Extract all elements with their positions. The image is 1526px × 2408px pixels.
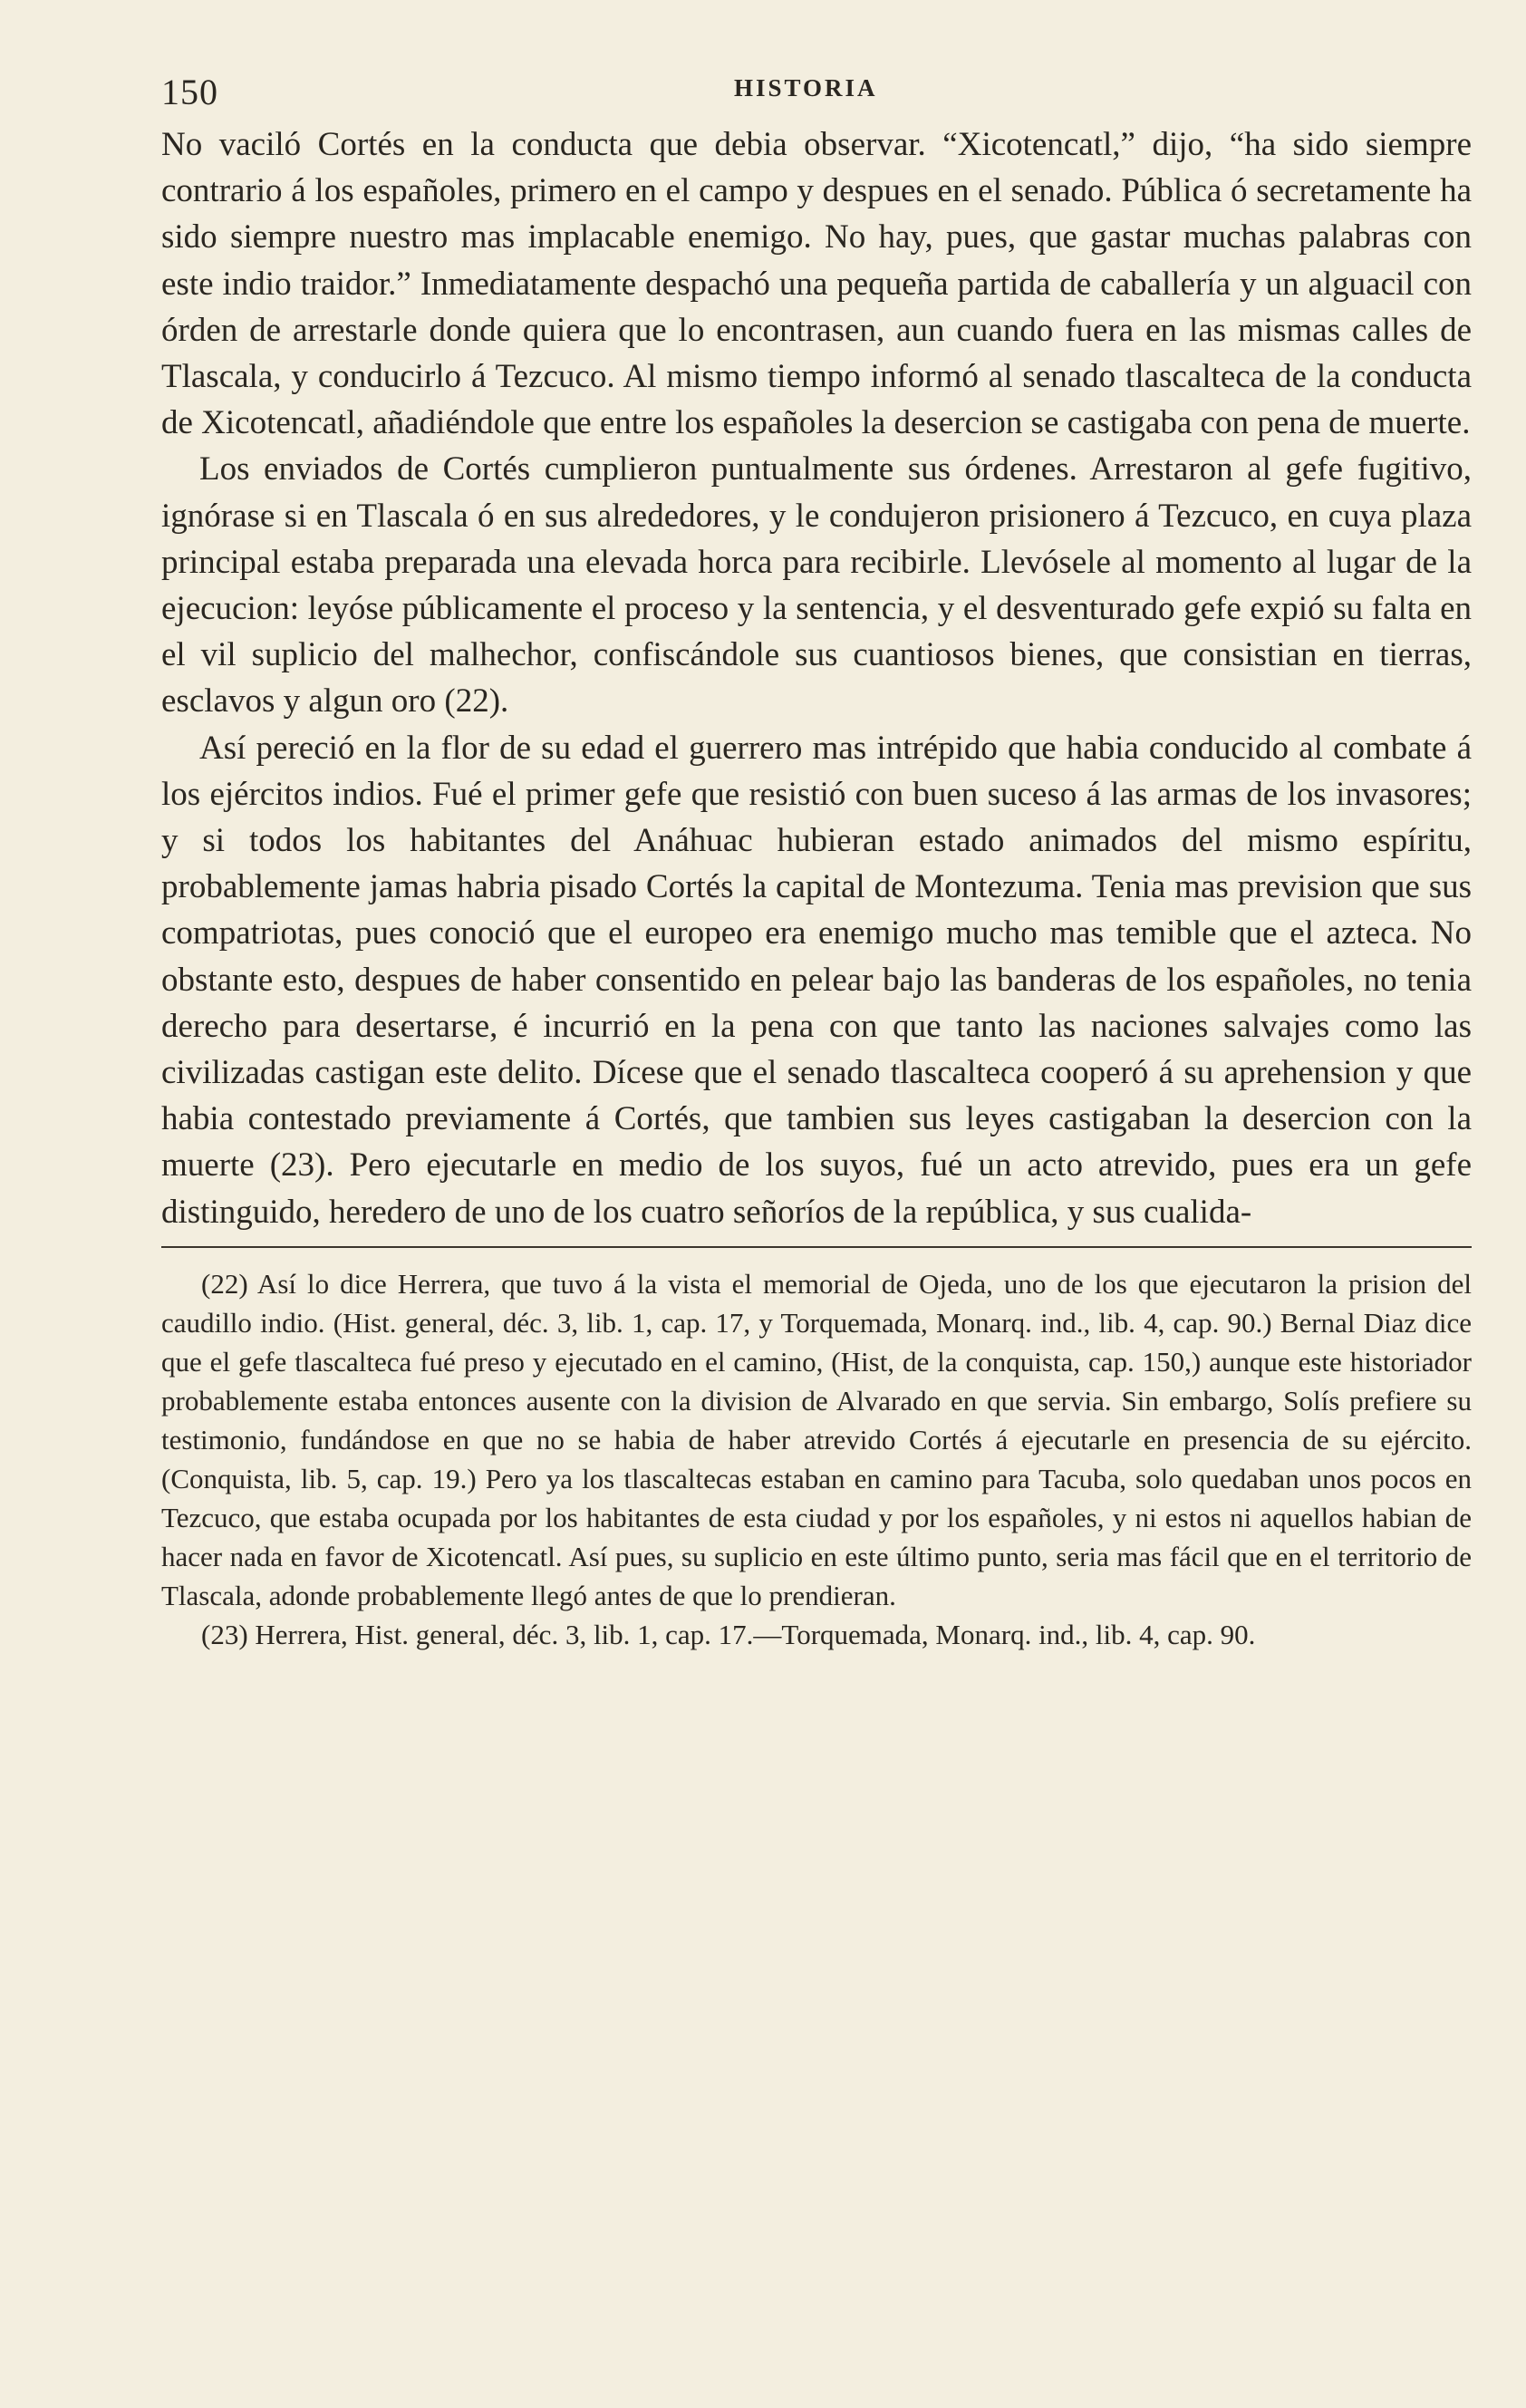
page-number: 150	[161, 72, 218, 112]
footnote-22: (22) Así lo dice Herrera, que tuvo á la vista el memorial de Ojeda, uno de los que ejecutaron la prision del caudillo indio. (Hist. general, déc. 3, lib. 1, cap. 17, y Torquemada, Monarq. ind., lib. 4, cap. 90.) Bernal Diaz dice que el gefe tlascalteca fué preso y ejecutado en el camino, (Hist, de la conquista, cap. 150,) aunque este historiador probablemente estaba entonces ausente con la division de Alvarado en que servia. Sin embargo, Solís prefiere su testimonio, fundándose en que no se habia de haber atrevido Cortés á ejecutarle en presencia de su ejército. (Conquista, lib. 5, cap. 19.) Pero ya los tlascaltecas estaban en camino para Tacuba, solo quedaban unos pocos en Tezcuco, que estaba ocupada por los habitantes de esta ciudad y por los españoles, y ni estos ni aquellos habian de hacer nada en favor de Xicotencatl. Así pues, su suplicio en este último punto, seria mas fácil que en el territorio de Tlascala, adonde probablemente llegó antes de que lo prendieran.	[161, 1267, 1472, 1611]
paragraph: No vaciló Cortés en la conducta que debia observar. “Xicotencatl,” dijo, “ha sido siempre contrario á los españoles, primero en el campo y despues en el senado. Pública ó secretamente ha sido siempre nuestro mas implacable enemigo. No hay, pues, que gastar muchas palabras con este indio traidor.” Inmediatamente despachó una pequeña partida de caballería y un alguacil con órden de arrestarle donde quiera que lo encontrasen, aun cuando fuera en las mismas calles de Tlascala, y conducirlo á Tezcuco. Al mismo tiempo informó al senado tlascalteca de la conducta de Xicotencatl, añadiéndole que entre los españoles la desercion se castigaba con pena de muerte.	[161, 126, 1472, 442]
footnotes	[161, 1264, 1472, 1654]
paragraph: Así pereció en la flor de su edad el guerrero mas intrépido que habia conducido al combate á los ejércitos indios. Fué el primer gefe que resistió con buen suceso á las armas de los invasores; y si todos los habitantes del Anáhuac hubieran estado animados del mismo espíritu, probablemente jamas habria pisado Cortés la capital de Montezuma. Tenia mas prevision que sus compatriotas, pues conoció que el europeo era enemigo mucho mas temible que el azteca. No obstante esto, despues de haber consentido en pelear bajo las banderas de los españoles, no tenia derecho para desertarse, é incurrió en la pena con que tanto las naciones salvajes como las civilizadas castigan este delito. Dícese que el senado tlascalteca cooperó á su aprehension y que habia contestado previamente á Cortés, que tambien sus leyes castigaban la desercion con la muerte (23). Pero ejecutarle en medio de los suyos, fué un acto atrevido, pues era un gefe distinguido, heredero de uno de los cuatro señoríos de la república, y sus cualida-	[161, 729, 1472, 1231]
paragraph: Los enviados de Cortés cumplieron puntualmente sus órdenes. Arrestaron al gefe fugitivo, ignórase si en Tlascala ó en sus alrededores, y le condujeron prisionero á Tezcuco, en cuya plaza principal estaba preparada una elevada horca para recibirle. Llevósele al momento al lugar de la ejecucion: leyóse públicamente el proceso y la sentencia, y el desventurado gefe expió su falta en el vil suplicio del malhechor, confiscándole sus cuantiosos bienes, que consistian en tierras, esclavos y algun oro (22).	[161, 450, 1472, 720]
footnote-divider	[161, 1246, 1472, 1248]
running-head	[161, 63, 1472, 114]
main-text	[161, 121, 1472, 1235]
running-title: HISTORIA	[734, 74, 878, 102]
footnote-23: (23) Herrera, Hist. general, déc. 3, lib. 1, cap. 17.—Torquemada, Monarq. ind., lib. 4, cap. 90.	[201, 1618, 1256, 1650]
